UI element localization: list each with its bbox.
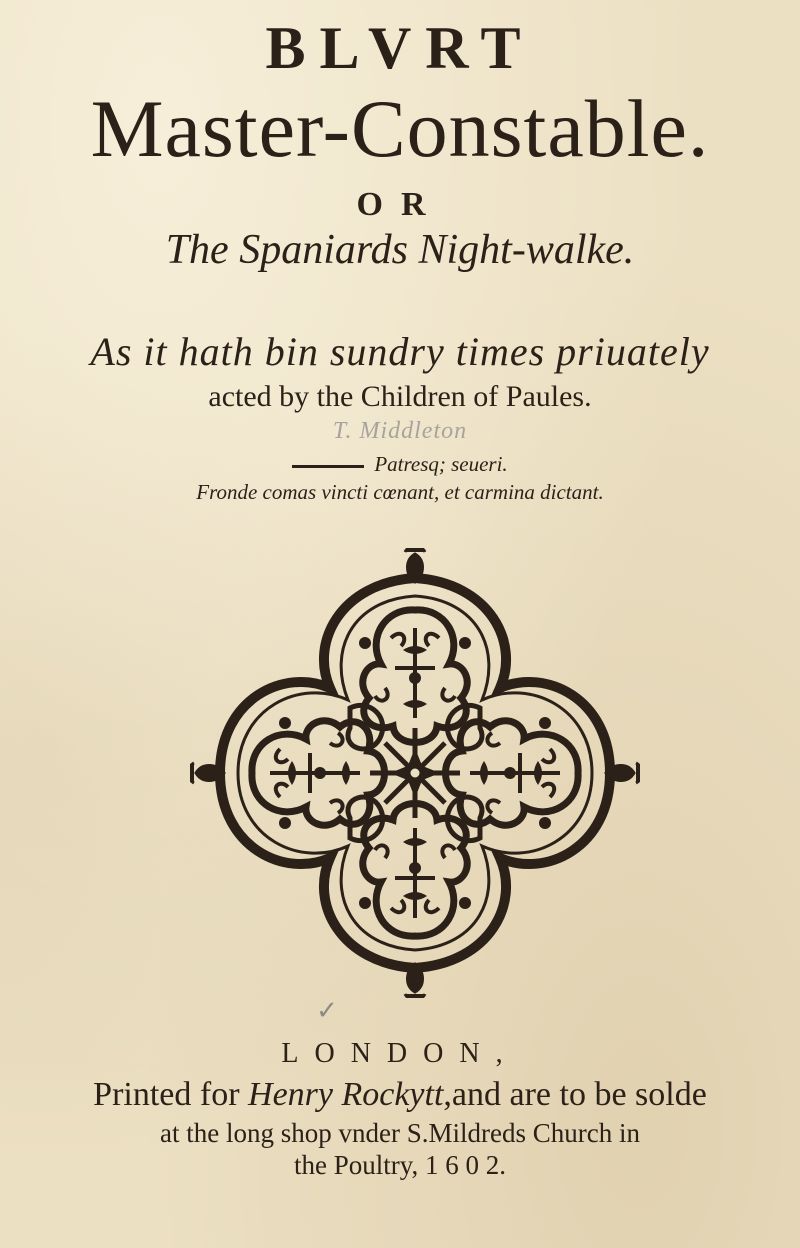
title-line-blurt: BLVRT bbox=[265, 15, 535, 81]
imprint-place-london: LONDON, bbox=[281, 1038, 519, 1069]
motto-line1 bbox=[0, 452, 800, 477]
motto-dash-rule bbox=[292, 465, 364, 468]
motto-line2: Fronde comas vincti cœnant, et carmina dictant. bbox=[196, 480, 604, 504]
title-line-or: OR bbox=[356, 186, 444, 223]
performance-note-line2: acted by the Children of Paules. bbox=[208, 380, 592, 413]
imprint-printed-for: Printed for bbox=[93, 1076, 249, 1113]
floral-woodcut-ornament-icon bbox=[190, 548, 640, 998]
imprint-publisher-name: Henry Rockytt bbox=[248, 1076, 444, 1113]
handwritten-attribution: T. Middleton bbox=[332, 418, 468, 444]
imprint-line1 bbox=[0, 1076, 800, 1114]
title-line-master-constable: Master-Constable. bbox=[90, 83, 710, 174]
performance-note-line1: As it hath bin sundry times priuately bbox=[90, 329, 710, 374]
imprint-sold-note: ,and are to be solde bbox=[443, 1076, 707, 1113]
motto-part1: Patresq; seueri. bbox=[374, 452, 508, 476]
subtitle-spaniards-night-walke: The Spaniards Night-walke. bbox=[165, 227, 635, 273]
imprint-line2: at the long shop vnder S.Mildreds Church in bbox=[160, 1118, 640, 1148]
imprint-line3-date: the Poultry, 1 6 0 2. bbox=[294, 1150, 506, 1180]
pencil-check-mark: ✓ bbox=[316, 996, 338, 1025]
